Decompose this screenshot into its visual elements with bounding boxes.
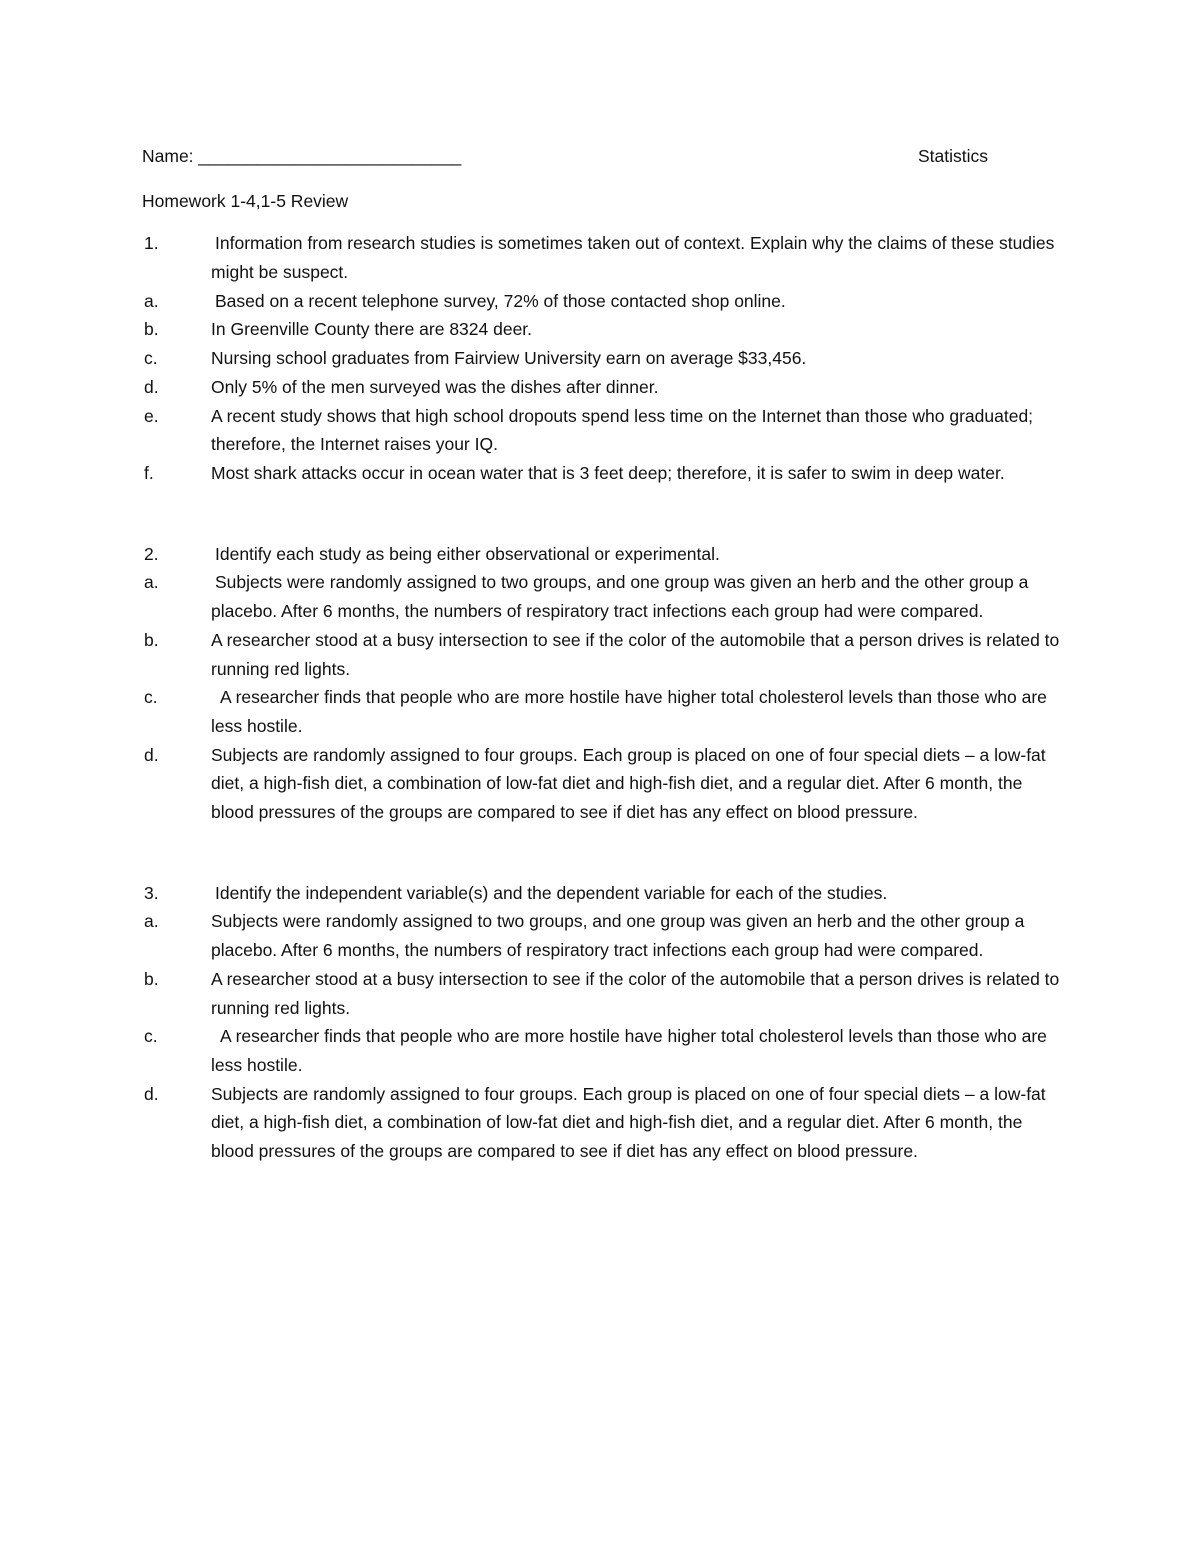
item-text: Most shark attacks occur in ocean water that is 3 feet deep; therefore, it is safer to swim in deep water.	[211, 463, 1005, 483]
list-item	[142, 741, 1062, 827]
question-number: 3.	[144, 882, 159, 903]
item-text: Nursing school graduates from Fairview University earn on average $33,456.	[211, 348, 807, 369]
question-prompt	[142, 540, 1062, 569]
item-letter: e.	[144, 405, 159, 426]
list-item	[142, 1080, 1062, 1166]
item-text: Subjects are randomly assigned to four groups. Each group is placed on one of four special diets – a low-fat diet, a high-fish diet, a combination of low-fat diet and high-fish diet, and a regular diet. After 6 month, the blood pressures of the groups are compared to see if diet has any effect on blood pressure.	[211, 1083, 1046, 1162]
question-text: Identify the independent variable(s) and the dependent variable for each of the studies.	[215, 882, 888, 903]
item-letter: b.	[144, 319, 159, 340]
item-letter: f.	[144, 463, 154, 483]
question-number: 1.	[144, 233, 159, 254]
list-item	[142, 459, 1062, 488]
item-text: Only 5% of the men surveyed was the dishes after dinner.	[211, 376, 659, 397]
question-1	[142, 229, 1062, 487]
item-letter: b.	[144, 629, 159, 650]
list-item	[142, 683, 1062, 740]
question-prompt	[142, 879, 1062, 908]
item-text: A researcher stood at a busy intersection to see if the color of the automobile that a person drives is related to running red lights.	[211, 629, 1060, 679]
question-prompt	[142, 229, 1062, 286]
item-text: Subjects are randomly assigned to four groups. Each group is placed on one of four special diets – a low-fat diet, a high-fish diet, a combination of low-fat diet and high-fish diet, and a regular diet. After 6 month, the blood pressures of the groups are compared to see if diet has any effect on blood pressure.	[211, 744, 1046, 823]
list-item	[142, 373, 1062, 402]
list-item	[142, 1022, 1062, 1079]
item-letter: c.	[144, 348, 158, 369]
item-text: In Greenville County there are 8324 deer.	[211, 319, 533, 340]
item-text: Subjects were randomly assigned to two groups, and one group was given an herb and the other group a placebo. After 6 months, the numbers of respiratory tract infections each group had were compared.	[211, 911, 1025, 961]
item-text: Based on a recent telephone survey, 72% of those contacted shop online.	[215, 290, 786, 311]
item-letter: d.	[144, 376, 159, 397]
name-field-label: Name: ___________________________	[142, 146, 462, 166]
item-letter: c.	[144, 1026, 158, 1047]
homework-title: Homework 1-4,1-5 Review	[142, 190, 349, 211]
item-letter: a.	[144, 290, 159, 311]
subject-label: Statistics	[918, 146, 989, 166]
document-content	[142, 142, 1062, 1166]
list-item	[142, 568, 1062, 625]
question-text: Information from research studies is sometimes taken out of context. Explain why the claims of these studies might be suspect.	[211, 233, 1055, 283]
list-item	[142, 402, 1062, 459]
item-text: A researcher finds that people who are more hostile have higher total cholesterol levels than those who are less hostile.	[211, 687, 1047, 736]
item-letter: a.	[144, 572, 159, 593]
item-text: A researcher stood at a busy intersection to see if the color of the automobile that a person drives is related to running red lights.	[211, 968, 1060, 1018]
item-letter: d.	[144, 744, 159, 765]
item-text: Subjects were randomly assigned to two groups, and one group was given an herb and the other group a placebo. After 6 months, the numbers of respiratory tract infections each group had were compared.	[211, 572, 1029, 622]
list-item	[142, 965, 1062, 1022]
item-letter: a.	[144, 911, 159, 932]
item-letter: d.	[144, 1083, 159, 1104]
question-text: Identify each study as being either observational or experimental.	[215, 543, 720, 564]
list-item	[142, 907, 1062, 964]
item-text: A researcher finds that people who are more hostile have higher total cholesterol levels than those who are less hostile.	[211, 1026, 1047, 1075]
list-item	[142, 287, 1062, 316]
item-letter: c.	[144, 687, 158, 708]
item-text: A recent study shows that high school dropouts spend less time on the Internet than those who graduated; therefore, the Internet raises your IQ.	[211, 405, 1034, 455]
question-2	[142, 540, 1062, 827]
question-number: 2.	[144, 543, 159, 564]
item-letter: b.	[144, 968, 159, 989]
list-item	[142, 315, 1062, 344]
header-row	[142, 142, 1062, 171]
question-3	[142, 879, 1062, 1166]
list-item	[142, 344, 1062, 373]
list-item	[142, 626, 1062, 683]
